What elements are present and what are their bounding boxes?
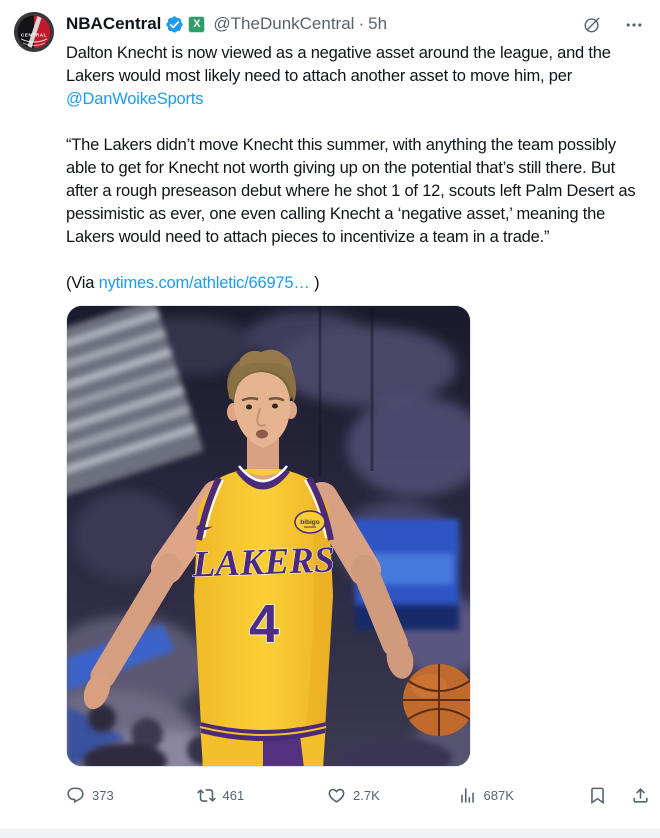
- tweet-content: [66, 42, 650, 815]
- author-handle[interactable]: @TheDunkCentral: [213, 14, 355, 33]
- reply-icon: [66, 786, 85, 805]
- repost-button[interactable]: [197, 786, 328, 805]
- grok-icon[interactable]: [582, 15, 602, 35]
- separator-dot: ·: [358, 14, 365, 33]
- tweet-text: Dalton Knecht is now viewed as a negative asset around the league, and the Lakers would most likely need to attach another asset to move him, per: [66, 44, 611, 85]
- sponsor-patch: [295, 511, 325, 533]
- view-count: 687K: [483, 787, 514, 803]
- views-icon: [458, 786, 477, 805]
- avatar-text: CENTRAL: [20, 32, 48, 38]
- via-suffix: ): [309, 274, 320, 292]
- repost-icon: [197, 786, 216, 805]
- like-button[interactable]: [327, 786, 458, 805]
- mention-link[interactable]: @DanWoikeSports: [66, 90, 204, 108]
- tweet-photo[interactable]: [66, 305, 471, 767]
- via-link[interactable]: nytimes.com/athletic/66975…: [98, 274, 310, 292]
- tweet-text-via: [66, 272, 650, 295]
- tweet-header: [66, 12, 644, 36]
- reply-button[interactable]: [66, 786, 197, 805]
- like-count: 2.7K: [353, 787, 380, 803]
- repost-count: 461: [222, 787, 245, 803]
- tweet-text-paragraph-1: [66, 42, 650, 111]
- share-button[interactable]: [631, 786, 650, 805]
- share-icon: [631, 786, 650, 805]
- author-name[interactable]: NBACentral: [66, 14, 162, 33]
- bookmark-button[interactable]: [588, 786, 607, 805]
- action-bar: [66, 775, 650, 815]
- sponsor-patch-text: bibigo: [300, 519, 320, 526]
- timestamp[interactable]: 5h: [368, 14, 388, 33]
- views-button[interactable]: [458, 786, 589, 805]
- verified-badge-icon: [165, 15, 184, 34]
- avatar[interactable]: [14, 12, 54, 52]
- bookmark-icon: [588, 786, 607, 805]
- tweet-text-quote: “The Lakers didn’t move Knecht this summer, with anything the team possibly able to get for Knecht not worth giving up on the potential that’s still there. But after a rough preseason debut where he shot 1 of 12, scouts left Palm Desert as pessimistic as ever, one even calling Knecht a ‘negative asset,’ meaning the Lakers would need to attach pieces to incentivize a team in a trade.”: [66, 136, 636, 246]
- affiliate-badge-icon[interactable]: X: [188, 16, 205, 33]
- reply-count: 373: [92, 787, 114, 803]
- jersey-wordmark: LAKERS: [191, 539, 336, 586]
- more-icon[interactable]: [624, 15, 644, 35]
- next-item-edge: [0, 829, 660, 838]
- jersey-number: 4: [248, 594, 280, 654]
- like-icon: [327, 786, 346, 805]
- via-prefix: (Via: [66, 274, 99, 292]
